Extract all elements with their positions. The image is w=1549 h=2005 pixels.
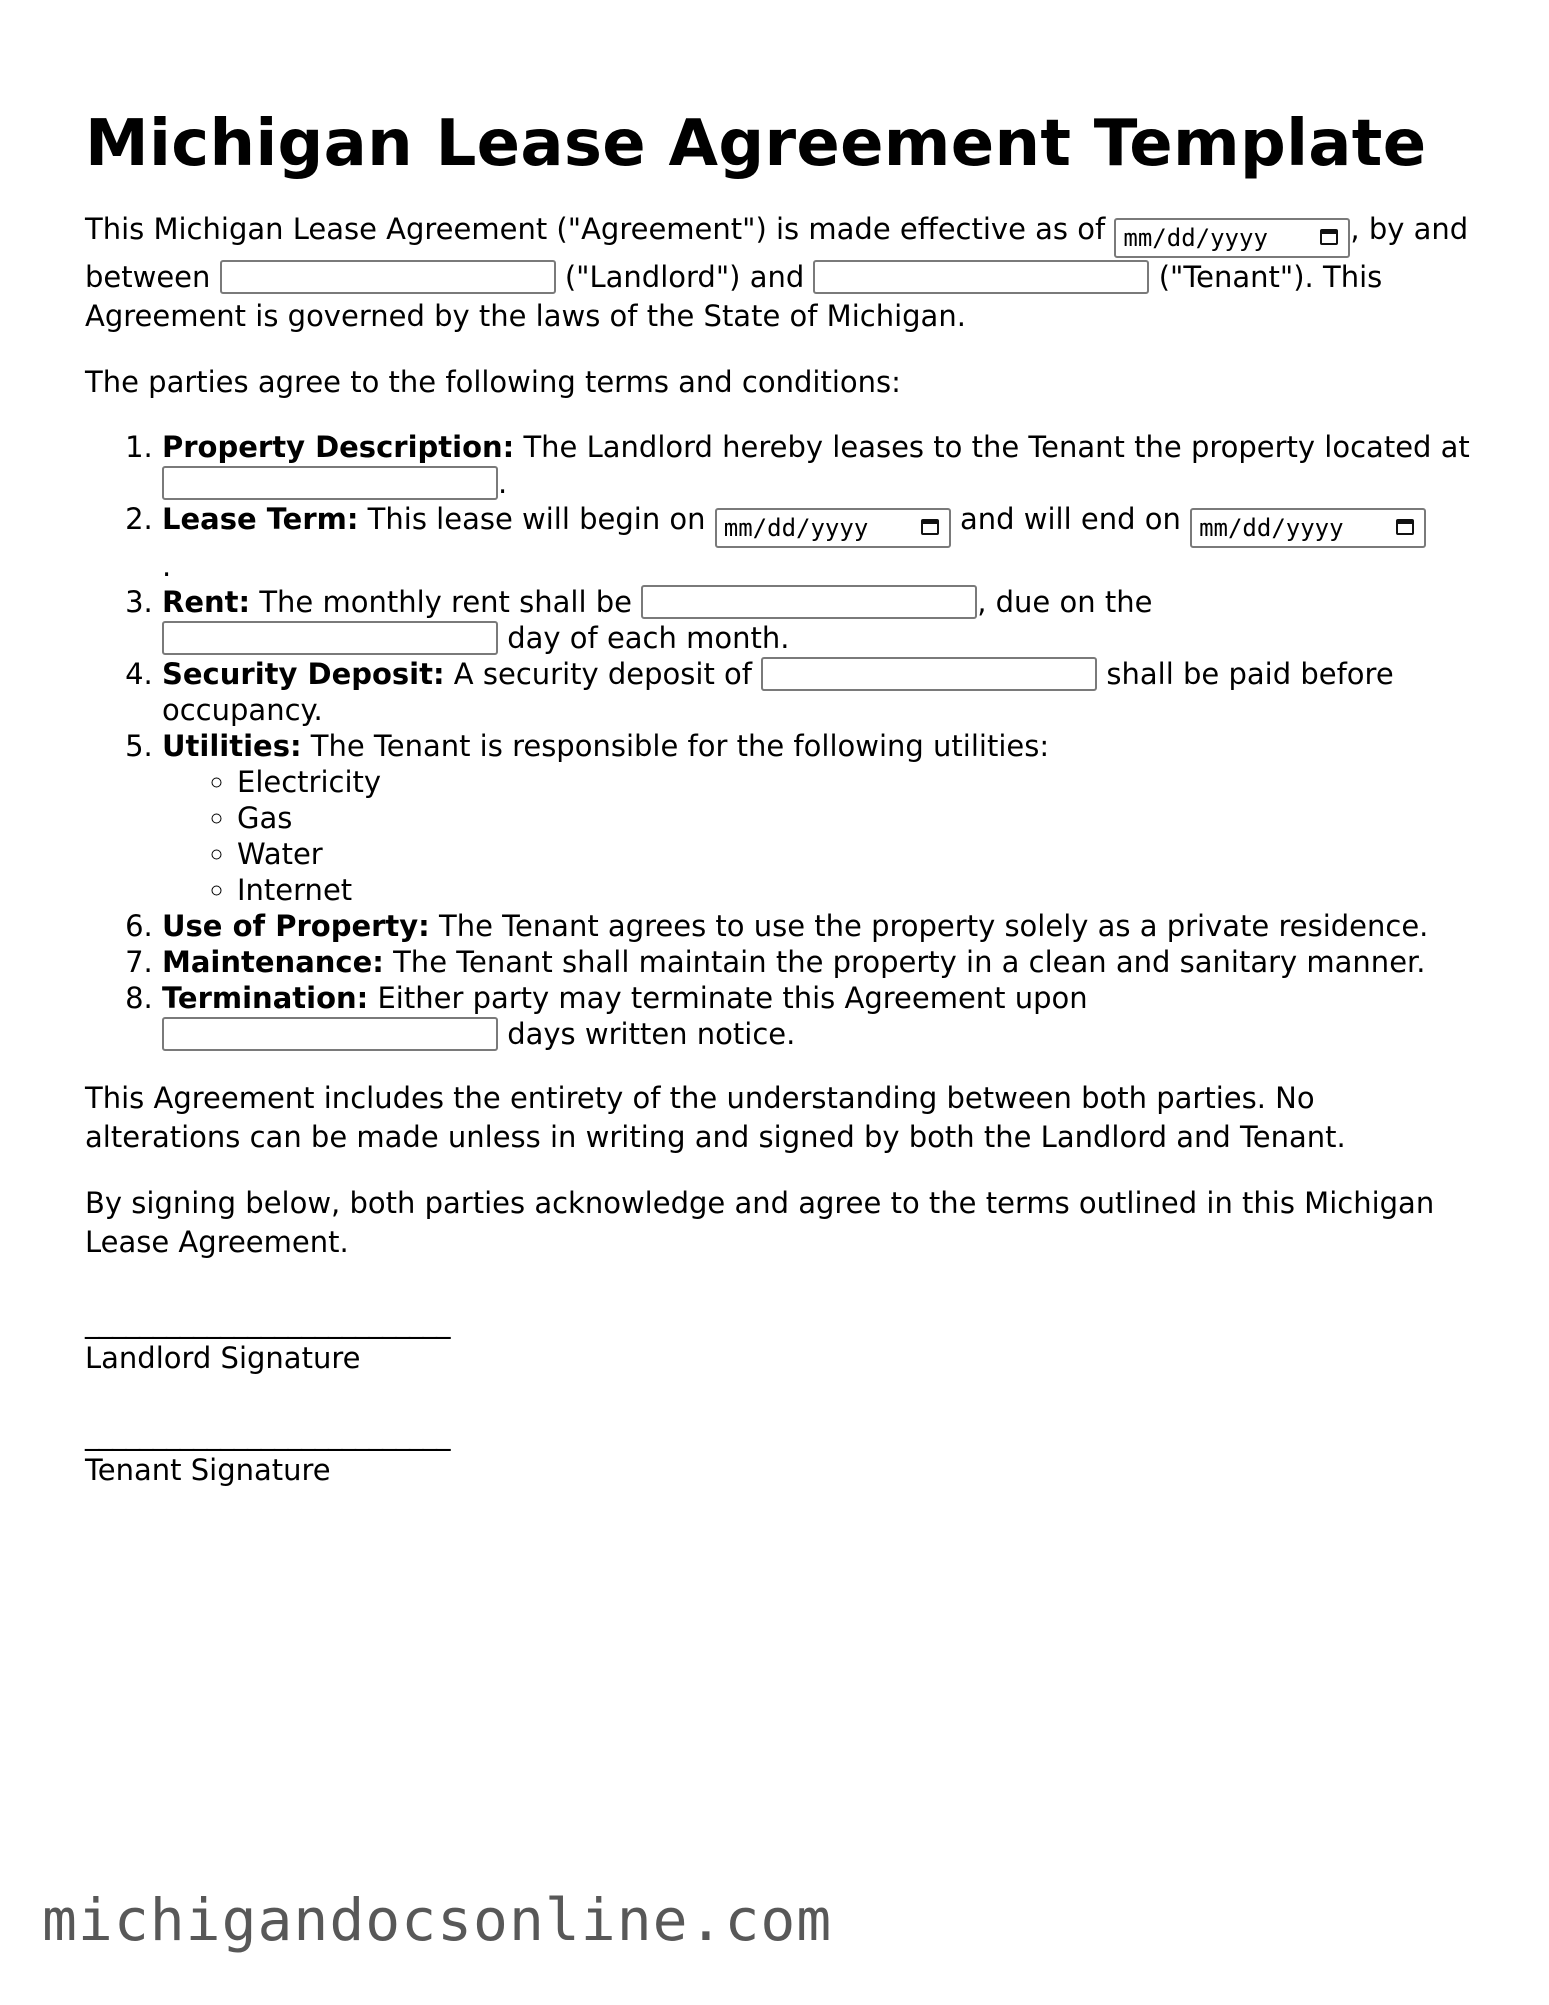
landlord-signature-line: ___________________________ xyxy=(85,1305,450,1339)
notice-days-field[interactable] xyxy=(162,1017,498,1051)
intro-text-3: ("Landlord") and xyxy=(555,260,814,294)
calendar-icon[interactable] xyxy=(1396,519,1414,535)
rent-due-day-field[interactable] xyxy=(162,621,498,655)
term-heading: Property Description: xyxy=(162,430,515,464)
landlord-name-field[interactable] xyxy=(220,260,556,294)
site-watermark: michigandocsonline.com xyxy=(42,1886,833,1954)
term-text: . xyxy=(162,549,172,583)
tenant-signature-label: Tenant Signature xyxy=(85,1453,331,1487)
end-date-placeholder: mm/dd/yyyy xyxy=(1199,514,1344,542)
term-text: and will end on xyxy=(950,502,1191,536)
term-text: The Landlord hereby leases to the Tenant the property located at xyxy=(514,430,1470,464)
property-address-field[interactable] xyxy=(162,466,498,500)
terms-intro: The parties agree to the following terms and conditions: xyxy=(85,365,901,399)
intro-paragraph xyxy=(85,210,1475,336)
term-use xyxy=(162,908,1475,944)
term-text: shall be paid before occupancy. xyxy=(162,657,1394,727)
landlord-signature-label: Landlord Signature xyxy=(85,1341,361,1375)
term-property xyxy=(162,429,1475,501)
term-text: , due on the xyxy=(977,585,1153,619)
effective-date-placeholder: mm/dd/yyyy xyxy=(1123,224,1268,252)
utilities-list xyxy=(162,764,1475,908)
term-maintenance xyxy=(162,944,1475,980)
term-utilities xyxy=(162,728,1475,908)
term-text: . xyxy=(498,466,508,500)
term-text: days written notice. xyxy=(498,1017,796,1051)
term-termination xyxy=(162,980,1475,1052)
calendar-icon[interactable] xyxy=(1320,229,1338,245)
term-text: The Tenant is responsible for the following utilities: xyxy=(301,729,1050,763)
term-heading: Utilities: xyxy=(162,729,302,763)
list-item: ◦ Electricity xyxy=(237,764,1475,800)
acknowledge-paragraph: By signing below, both parties acknowledge and agree to the terms outlined in this Michigan Lease Agreement. xyxy=(85,1186,1435,1259)
term-text: The monthly rent shall be xyxy=(250,585,642,619)
tenant-signature-line: ___________________________ xyxy=(85,1417,450,1451)
term-heading: Lease Term: xyxy=(162,502,359,536)
intro-text-1: This Michigan Lease Agreement ("Agreement") is made effective as of xyxy=(85,212,1115,246)
lease-document xyxy=(85,100,1475,1528)
term-text: The Tenant shall maintain the property in a clean and sanitary manner. xyxy=(383,945,1426,979)
intro-text-4: ("Tenant"). This Agreement is governed by the laws of the State of Michigan. xyxy=(85,260,1383,333)
security-deposit-field[interactable] xyxy=(761,657,1097,691)
list-item: ◦ Gas xyxy=(237,800,1475,836)
list-item: ◦ Internet xyxy=(237,872,1475,908)
intro-text-2: , by and between xyxy=(85,212,1469,294)
term-heading: Use of Property: xyxy=(162,909,430,943)
tenant-name-field[interactable] xyxy=(813,260,1149,294)
term-text: day of each month. xyxy=(498,621,790,655)
terms-list xyxy=(85,429,1475,1052)
monthly-rent-field[interactable] xyxy=(641,585,977,619)
term-lease-term xyxy=(162,501,1475,584)
term-heading: Termination: xyxy=(162,981,369,1015)
term-deposit xyxy=(162,656,1475,728)
lease-end-date-input[interactable] xyxy=(1190,508,1426,548)
term-heading: Maintenance: xyxy=(162,945,384,979)
page-title: Michigan Lease Agreement Template xyxy=(85,107,1427,181)
term-heading: Security Deposit: xyxy=(162,657,445,691)
term-rent xyxy=(162,584,1475,656)
term-text: This lease will begin on xyxy=(358,502,715,536)
term-text: Either party may terminate this Agreement upon xyxy=(368,981,1088,1015)
effective-date-input[interactable] xyxy=(1114,218,1350,258)
term-text: A security deposit of xyxy=(444,657,762,691)
entirety-paragraph: This Agreement includes the entirety of the understanding between both parties. No alterations can be made unless in writing and signed by both the Landlord and Tenant. xyxy=(85,1081,1346,1154)
start-date-placeholder: mm/dd/yyyy xyxy=(723,514,869,542)
term-heading: Rent: xyxy=(162,585,251,619)
term-text: The Tenant agrees to use the property solely as a private residence. xyxy=(429,909,1429,943)
lease-start-date-input[interactable] xyxy=(715,508,951,548)
list-item: ◦ Water xyxy=(237,836,1475,872)
calendar-icon[interactable] xyxy=(921,519,939,535)
